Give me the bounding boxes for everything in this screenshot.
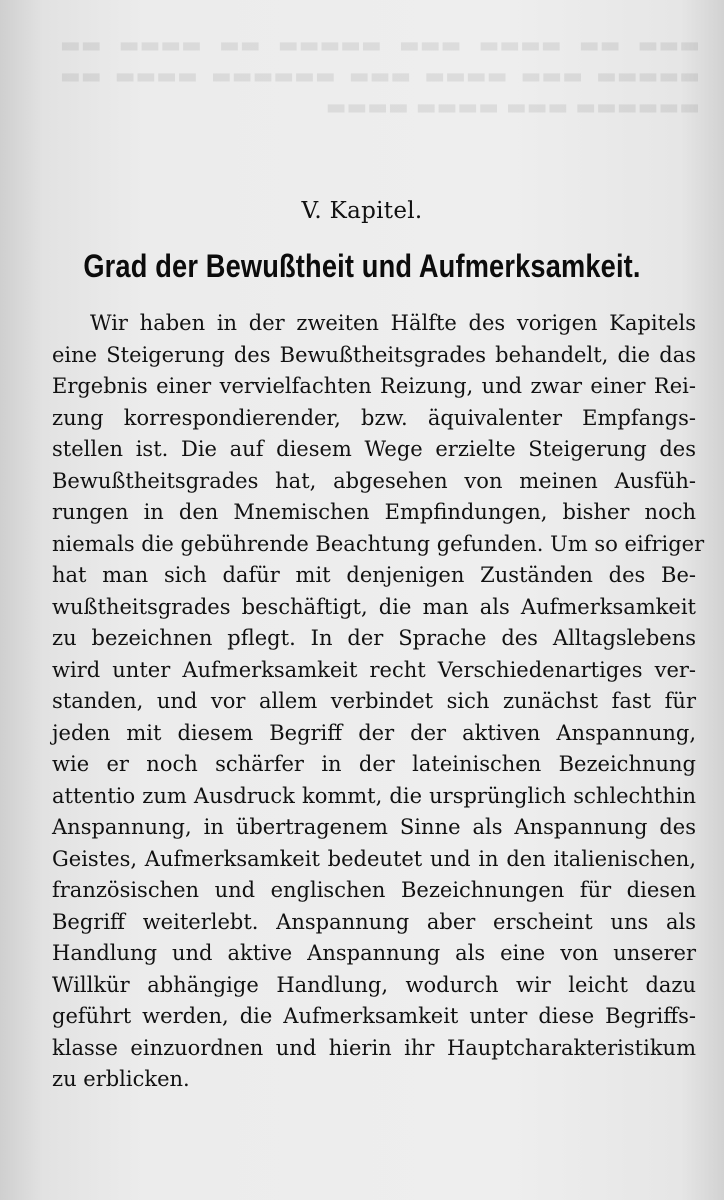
chapter-label: V. Kapitel. bbox=[301, 198, 423, 224]
chapter-paragraph bbox=[52, 308, 705, 1096]
paragraph-line: zu erblicken. bbox=[52, 1067, 190, 1091]
paragraph-line: rungen in den Mnemischen Empfindungen, bisher noch bbox=[52, 500, 696, 524]
paragraph-line: Willkür abhängige Handlung, wodurch wir leicht dazu bbox=[52, 972, 696, 997]
show-through-texture: ▬▬▬ ▬▬ ▬▬▬▬ ▬▬▬ ▬▬▬▬▬ ▬▬ ▬▬▬▬ ▬▬ ▬▬▬▬▬ ▬▬▬ ▬▬▬▬ ▬▬▬ ▬▬▬▬▬▬ ▬▬▬▬ ▬▬ ▬▬▬▬▬▬ ▬▬▬ ▬▬▬▬ ▬▬▬▬ bbox=[60, 33, 700, 120]
paragraph-line: Begriff weiterlebt. Anspannung aber erscheint uns als bbox=[52, 909, 696, 934]
paragraph-line: Wir haben in der zweiten Hälfte des vorigen Kapitels bbox=[90, 311, 696, 335]
paragraph-line: niemals die gebührende Beachtung gefunden. Um so eifriger bbox=[52, 531, 705, 556]
paragraph-line: jeden mit diesem Begriff der der aktiven Anspannung, bbox=[52, 720, 696, 745]
paragraph-line: klasse einzuordnen und hierin ihr Hauptcharakteristikum bbox=[52, 1035, 696, 1060]
paragraph-line: Ergebnis einer vervielfachten Reizung, und zwar einer Rei- bbox=[52, 374, 696, 398]
paragraph-line: stellen ist. Die auf diesem Wege erzielte Steigerung des bbox=[52, 437, 696, 461]
paragraph-line: zung korrespondierender, bzw. äquivalenter Empfangs- bbox=[52, 405, 696, 430]
paragraph-line: Handlung und aktive Anspannung als eine von unserer bbox=[52, 941, 696, 965]
chapter-title: Grad der Bewußtheit und Aufmerksamkeit. bbox=[83, 248, 641, 284]
paragraph-line: wird unter Aufmerksamkeit recht Verschiedenartiges ver- bbox=[52, 657, 696, 682]
paragraph-line: attentio zum Ausdruck kommt, die ursprünglich schlechthin bbox=[52, 783, 696, 808]
paragraph-line: hat man sich dafür mit denjenigen Zuständen des Be- bbox=[52, 563, 696, 587]
paragraph-line: wußtheitsgrades beschäftigt, die man als Aufmerksamkeit bbox=[52, 594, 696, 619]
paragraph-line: geführt werden, die Aufmerksamkeit unter diese Begriffs- bbox=[52, 1004, 696, 1028]
paragraph-line: Geistes, Aufmerksamkeit bedeutet und in den italienischen, bbox=[52, 846, 696, 871]
paragraph-line: zu bezeichnen pflegt. In der Sprache des Alltagslebens bbox=[52, 626, 696, 650]
paragraph-line: standen, und vor allem verbindet sich zunächst fast für bbox=[52, 689, 696, 713]
paragraph-line: Anspannung, in übertragenem Sinne als Anspannung des bbox=[52, 815, 696, 839]
paragraph-line: eine Steigerung des Bewußtheitsgrades behandelt, die das bbox=[52, 342, 696, 367]
paragraph-line: Bewußtheitsgrades hat, abgesehen von meinen Ausfüh- bbox=[52, 468, 696, 493]
paragraph-line: wie er noch schärfer in der lateinischen Bezeichnung bbox=[52, 752, 696, 776]
paragraph-line: französischen und englischen Bezeichnungen für diesen bbox=[52, 878, 696, 902]
